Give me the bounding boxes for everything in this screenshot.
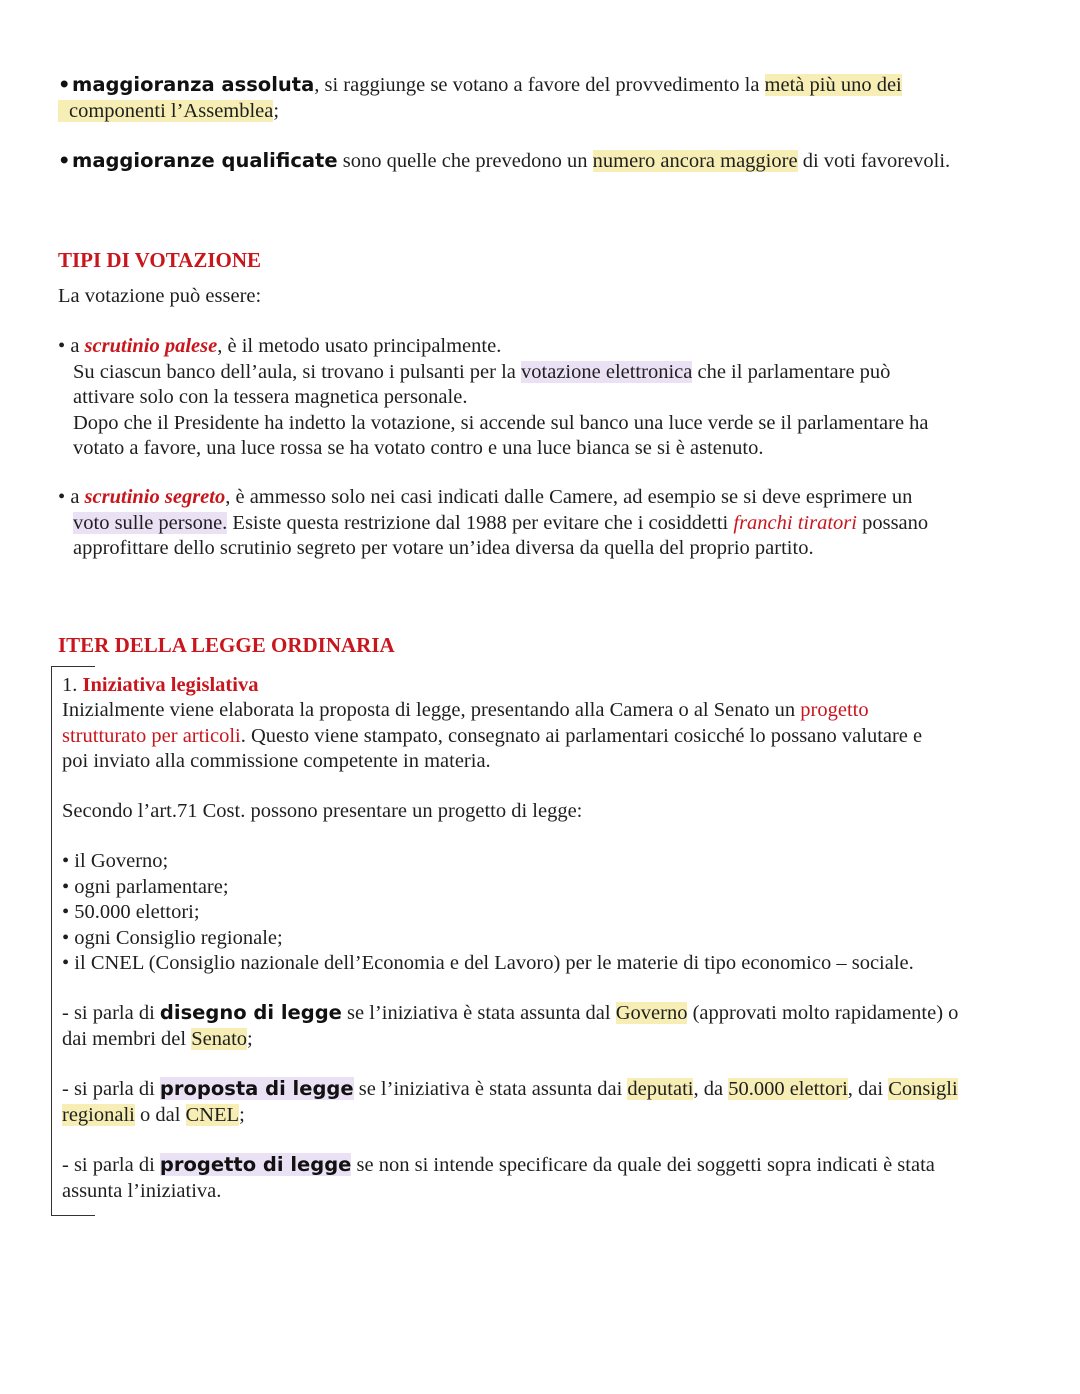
text: - si parla di	[62, 1078, 160, 1100]
heading-tipi-votazione: TIPI DI VOTAZIONE	[58, 248, 262, 272]
text: ;	[247, 1027, 253, 1050]
step-iniziativa	[62, 673, 1020, 699]
text: a	[65, 335, 85, 357]
highlight: 50.000 elettori	[728, 1078, 848, 1100]
bullet: •	[58, 335, 66, 357]
term-franchi-tiratori: franchi tiratori	[733, 511, 857, 534]
def-proposta-legge	[62, 1076, 1020, 1128]
text: o dal	[134, 1103, 186, 1126]
text: Inizialmente viene elaborata la proposta di legge, presentando alla Camera o al Senato un	[62, 699, 801, 721]
text: , dai	[847, 1078, 889, 1100]
red-text: strutturato per articoli	[62, 724, 241, 747]
text: sono quelle che prevedono un	[337, 150, 593, 172]
text: , è il metodo usato principalmente.	[217, 335, 502, 357]
text: Dopo che il Presidente ha indetto la votazione, si accende sul banco una luce verde se il parlamentare ha	[73, 411, 929, 434]
heading-iter-legge: ITER DELLA LEGGE ORDINARIA	[58, 633, 395, 657]
text: . Questo viene stampato, consegnato ai parlamentari cosicché lo possano valutare e	[240, 724, 923, 747]
text: ;	[273, 99, 280, 122]
step-title: Iniziativa legislativa	[82, 674, 259, 696]
text: , si raggiunge se votano a favore del provvedimento la	[314, 74, 765, 96]
text: , è ammesso solo nei casi indicati dalle Camere, ad esempio se si deve esprimere un	[225, 486, 913, 508]
paragraph-art71: Secondo l’art.71 Cost. possono presentare un progetto di legge:	[62, 800, 583, 822]
text: se l’iniziativa è stata assunta dai	[353, 1078, 628, 1100]
intro-votazione: La votazione può essere:	[58, 285, 262, 307]
text: se non si intende specificare da quale dei soggetti sopra indicati è stata	[351, 1154, 935, 1176]
text: - si parla di	[62, 1154, 160, 1176]
text: poi inviato alla commissione competente in materia.	[62, 750, 491, 772]
term-maggioranze-qualificate: maggioranze qualificate	[72, 149, 338, 172]
text: assunta l’iniziativa.	[62, 1179, 222, 1202]
item-maggioranza-assoluta	[58, 72, 1020, 124]
list-item: • ogni parlamentare;	[62, 875, 229, 898]
term-scrutinio-palese: scrutinio palese	[84, 335, 218, 357]
item-scrutinio-palese	[58, 334, 1020, 462]
list-item: • il Governo;	[62, 850, 169, 872]
text: approfittare dello scrutinio segreto per votare un’idea diversa da quella del proprio partito.	[73, 537, 814, 559]
term-scrutinio-segreto: scrutinio segreto	[84, 486, 226, 508]
def-progetto-legge	[62, 1152, 1020, 1204]
red-text: progetto	[800, 699, 869, 721]
text: (approvati molto rapidamente) o	[687, 1002, 959, 1024]
text: ;	[239, 1103, 245, 1126]
term-progetto-legge: progetto di legge	[159, 1153, 352, 1176]
highlight: numero ancora maggiore	[592, 150, 798, 172]
item-maggioranze-qualificate	[58, 148, 1020, 175]
text: Esiste questa restrizione dal 1988 per evitare che i cosiddetti	[227, 511, 734, 534]
highlight: Consigli	[888, 1078, 958, 1100]
highlight: CNEL	[185, 1103, 240, 1126]
text: se l’iniziativa è stata assunta dal	[341, 1002, 616, 1024]
highlight: componenti l’Assemblea	[58, 100, 273, 122]
list-item: • il CNEL (Consiglio nazionale dell’Economia e del Lavoro) per le materie di tipo economico – sociale.	[62, 952, 914, 974]
highlight: Senato	[191, 1027, 248, 1050]
term-disegno-legge: disegno di legge	[159, 1001, 342, 1024]
paragraph-proposta	[62, 698, 1020, 775]
step-number: 1.	[62, 674, 83, 696]
highlight: regionali	[62, 1103, 135, 1126]
text: a	[65, 486, 85, 508]
highlight: deputati	[627, 1078, 694, 1100]
text: Su ciascun banco dell’aula, si trovano i pulsanti per la	[73, 360, 522, 383]
term-proposta-legge: proposta di legge	[159, 1077, 354, 1100]
text: di voti favorevoli.	[797, 150, 951, 172]
list-item: • ogni Consiglio regionale;	[62, 926, 283, 949]
bullet: •	[58, 486, 66, 508]
text: votato a favore, una luce rossa se ha votato contro e una luce bianca se si è astenuto.	[73, 437, 764, 459]
item-scrutinio-segreto	[58, 485, 1020, 562]
text: possano	[856, 511, 929, 534]
text: , da	[693, 1078, 729, 1100]
highlight: voto sulle persone.	[73, 511, 228, 534]
text: dai membri del	[62, 1027, 192, 1050]
def-disegno-legge	[62, 1000, 1020, 1052]
list-soggetti	[62, 849, 1020, 977]
text: che il parlamentare può	[692, 360, 891, 383]
term-maggioranza-assoluta: maggioranza assoluta	[72, 73, 315, 96]
text: - si parla di	[62, 1002, 160, 1024]
list-item: • 50.000 elettori;	[62, 901, 200, 923]
bullet: •	[58, 149, 71, 172]
bullet: •	[58, 73, 71, 96]
text: attivare solo con la tessera magnetica personale.	[73, 386, 468, 408]
highlight: votazione elettronica	[521, 360, 693, 383]
highlight: metà più uno dei	[764, 74, 902, 96]
highlight: Governo	[615, 1002, 688, 1024]
